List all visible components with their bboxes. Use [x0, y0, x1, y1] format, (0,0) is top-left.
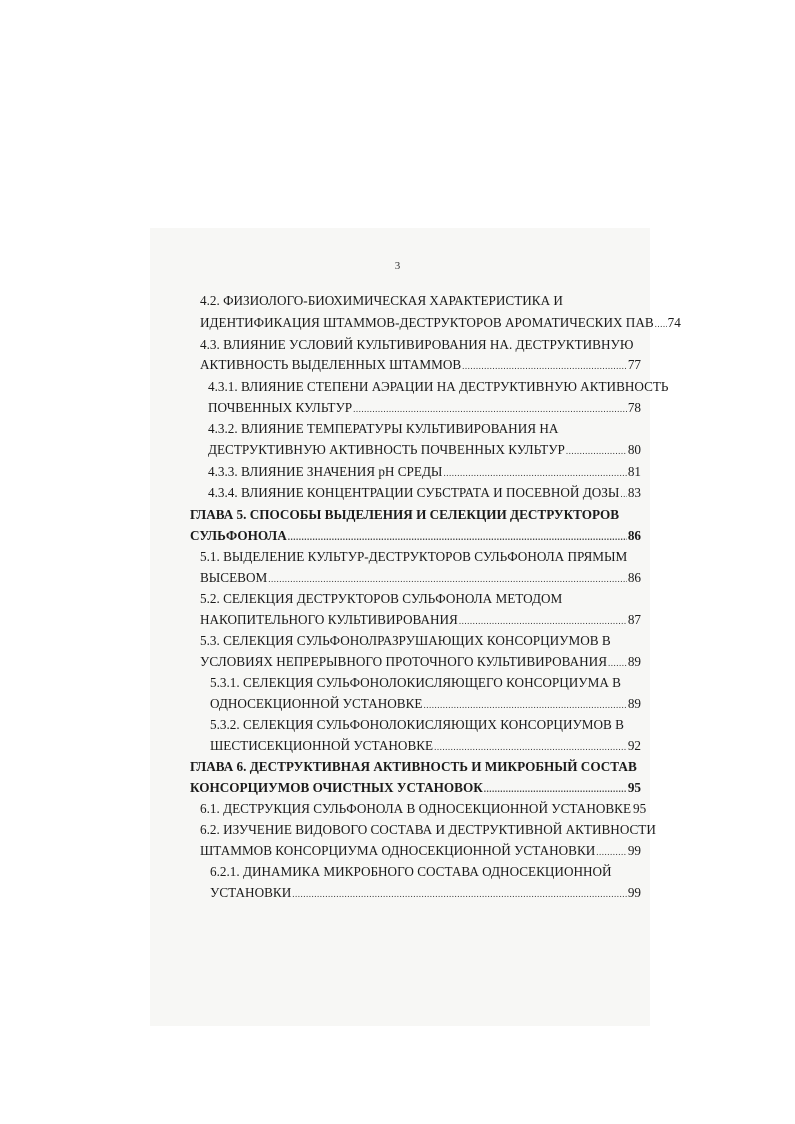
leader-dots: [353, 400, 627, 418]
toc-entry-text: УСТАНОВКИ: [210, 885, 292, 900]
toc-entry-5-3-1: [210, 674, 640, 692]
leader-dots: [292, 885, 627, 903]
toc-entry-4-3-3: [208, 463, 641, 482]
toc-entry-text: АКТИВНОСТЬ ВЫДЕЛЕННЫХ ШТАММОВ: [200, 357, 462, 372]
toc-entry-text: ИДЕНТИФИКАЦИЯ ШТАММОВ-ДЕСТРУКТОРОВ АРОМАТИЧЕСКИХ ПАВ: [200, 315, 654, 330]
toc-entry-4-3-2-cont: [208, 441, 641, 460]
toc-entry-5-3-1-cont: [210, 695, 641, 714]
toc-page-number: 95: [633, 801, 647, 816]
toc-entry-5-2-cont: [200, 611, 641, 630]
toc-entry-4-3-cont: [200, 356, 641, 375]
toc-entry-text: 4.3.1. ВЛИЯНИЕ СТЕПЕНИ АЭРАЦИИ НА ДЕСТРУКТИВНУЮ АКТИВНОСТЬ: [208, 379, 669, 394]
toc-entry-text: 4.3.4. ВЛИЯНИЕ КОНЦЕНТРАЦИИ СУБСТРАТА И ПОСЕВНОЙ ДОЗЫ: [208, 485, 620, 500]
leader-dots: [288, 528, 627, 546]
toc-entry-text: СУЛЬФОНОЛА: [190, 528, 287, 543]
toc-entry-text: 5.1. ВЫДЕЛЕНИЕ КУЛЬТУР-ДЕСТРУКТОРОВ СУЛЬФОНОЛА ПРЯМЫМ: [200, 549, 628, 564]
toc-entry-text: ШТАММОВ КОНСОРЦИУМА ОДНОСЕКЦИОННОЙ УСТАНОВКИ: [200, 843, 596, 858]
toc-entry-4-3: [200, 336, 640, 354]
toc-entry-text: ПОЧВЕННЫХ КУЛЬТУР: [208, 400, 353, 415]
toc-entry-text: НАКОПИТЕЛЬНОГО КУЛЬТИВИРОВАНИЯ: [200, 612, 458, 627]
toc-entry-text: ВЫСЕВОМ: [200, 570, 268, 585]
toc-entry-text: 4.3.3. ВЛИЯНИЕ ЗНАЧЕНИЯ pH СРЕДЫ: [208, 464, 443, 479]
leader-dots: [434, 738, 627, 756]
toc-entry-5-3-2: [210, 716, 640, 734]
leader-dots: [443, 464, 626, 482]
toc-page-number: 83: [627, 485, 641, 500]
toc-entry-5-3-2-cont: [210, 737, 641, 756]
leader-dots: [566, 442, 627, 460]
toc-entry-text: ГЛАВА 5. СПОСОБЫ ВЫДЕЛЕНИЯ И СЕЛЕКЦИИ ДЕСТРУКТОРОВ: [190, 507, 620, 522]
toc-page-number: 99: [627, 885, 641, 900]
toc-entry-text: ШЕСТИСЕКЦИОННОЙ УСТАНОВКЕ: [210, 738, 434, 753]
toc-chapter-5-cont: [190, 527, 641, 546]
toc-entry-5-3: [200, 632, 640, 650]
leader-dots: [608, 654, 627, 672]
toc-entry-6-2-1: [210, 863, 640, 881]
toc-entry-text: ГЛАВА 6. ДЕСТРУКТИВНАЯ АКТИВНОСТЬ И МИКРОБНЫЙ СОСТАВ: [190, 759, 637, 774]
leader-dots: [462, 357, 627, 375]
toc-entry-4-3-1-cont: [208, 399, 641, 418]
toc-entry-4-3-4: [208, 484, 641, 503]
toc-entry-4-2-cont: [200, 314, 681, 333]
leader-dots: [268, 570, 627, 588]
toc-chapter-5: [190, 506, 640, 524]
toc-entry-6-2-1-cont: [210, 884, 641, 903]
toc-entry-4-3-2: [208, 420, 640, 438]
leader-dots: [620, 485, 626, 503]
toc-entry-text: 5.3.1. СЕЛЕКЦИЯ СУЛЬФОНОЛОКИСЛЯЮЩЕГО КОНСОРЦИУМА В: [210, 675, 621, 690]
toc-chapter-6: [190, 758, 640, 776]
toc-page-number: 78: [627, 400, 641, 415]
toc-entry-5-1: [200, 548, 640, 566]
toc-entry-text: 4.3. ВЛИЯНИЕ УСЛОВИЙ КУЛЬТИВИРОВАНИЯ НА. ДЕСТРУКТИВНУЮ: [200, 337, 634, 352]
toc-entry-text: 5.2. СЕЛЕКЦИЯ ДЕСТРУКТОРОВ СУЛЬФОНОЛА МЕТОДОМ: [200, 591, 563, 606]
toc-entry-6-2-cont: [200, 842, 641, 861]
toc-page-number: 80: [627, 442, 641, 457]
leader-dots: [655, 315, 667, 333]
toc-entry-text: 4.2. ФИЗИОЛОГО-БИОХИМИЧЕСКАЯ ХАРАКТЕРИСТИКА И: [200, 293, 563, 308]
toc-entry-5-2: [200, 590, 640, 608]
toc-page-number: 92: [627, 738, 641, 753]
toc-entry-text: ДЕСТРУКТИВНУЮ АКТИВНОСТЬ ПОЧВЕННЫХ КУЛЬТУР: [208, 442, 565, 457]
leader-dots: [484, 780, 627, 798]
toc-entry-5-1-cont: [200, 569, 641, 588]
toc-entry-6-1: [200, 800, 647, 819]
toc-entry-text: ОДНОСЕКЦИОННОЙ УСТАНОВКЕ: [210, 696, 423, 711]
toc-page-number: 86: [627, 528, 641, 543]
toc-page-number: 89: [627, 696, 641, 711]
toc-entry-6-2: [200, 821, 656, 839]
toc-entry-text: УСЛОВИЯХ НЕПРЕРЫВНОГО ПРОТОЧНОГО КУЛЬТИВИРОВАНИЯ: [200, 654, 607, 669]
toc-page-number: 99: [627, 843, 641, 858]
toc-page-number: 74: [667, 315, 681, 330]
toc-entry-4-2: [200, 292, 640, 310]
toc-entry-text: 6.1. ДЕСТРУКЦИЯ СУЛЬФОНОЛА В ОДНОСЕКЦИОННОЙ УСТАНОВКЕ: [200, 801, 632, 816]
leader-dots: [596, 843, 627, 861]
toc-entry-text: 5.3.2. СЕЛЕКЦИЯ СУЛЬФОНОЛОКИСЛЯЮЩИХ КОНСОРЦИУМОВ В: [210, 717, 624, 732]
page-number: 3: [394, 260, 401, 272]
toc-entry-4-3-1: [208, 378, 669, 396]
toc-page-number: 87: [627, 612, 641, 627]
toc-page-number: 89: [627, 654, 641, 669]
toc-chapter-6-cont: [190, 779, 641, 798]
toc-entry-text: 5.3. СЕЛЕКЦИЯ СУЛЬФОНОЛРАЗРУШАЮЩИХ КОНСОРЦИУМОВ В: [200, 633, 611, 648]
leader-dots: [459, 612, 627, 630]
toc-entry-text: 6.2.1. ДИНАМИКА МИКРОБНОГО СОСТАВА ОДНОСЕКЦИОННОЙ: [210, 864, 612, 879]
leader-dots: [423, 696, 626, 714]
toc-entry-text: 4.3.2. ВЛИЯНИЕ ТЕМПЕРАТУРЫ КУЛЬТИВИРОВАНИЯ НА: [208, 421, 559, 436]
toc-entry-text: КОНСОРЦИУМОВ ОЧИСТНЫХ УСТАНОВОК: [190, 780, 483, 795]
toc-page-number: 95: [627, 780, 641, 795]
toc-page-number: 81: [627, 464, 641, 479]
toc-entry-5-3-cont: [200, 653, 641, 672]
toc-page-number: 86: [627, 570, 641, 585]
toc-page-number: 77: [627, 357, 641, 372]
toc-entry-text: 6.2. ИЗУЧЕНИЕ ВИДОВОГО СОСТАВА И ДЕСТРУКТИВНОЙ АКТИВНОСТИ: [200, 822, 656, 837]
